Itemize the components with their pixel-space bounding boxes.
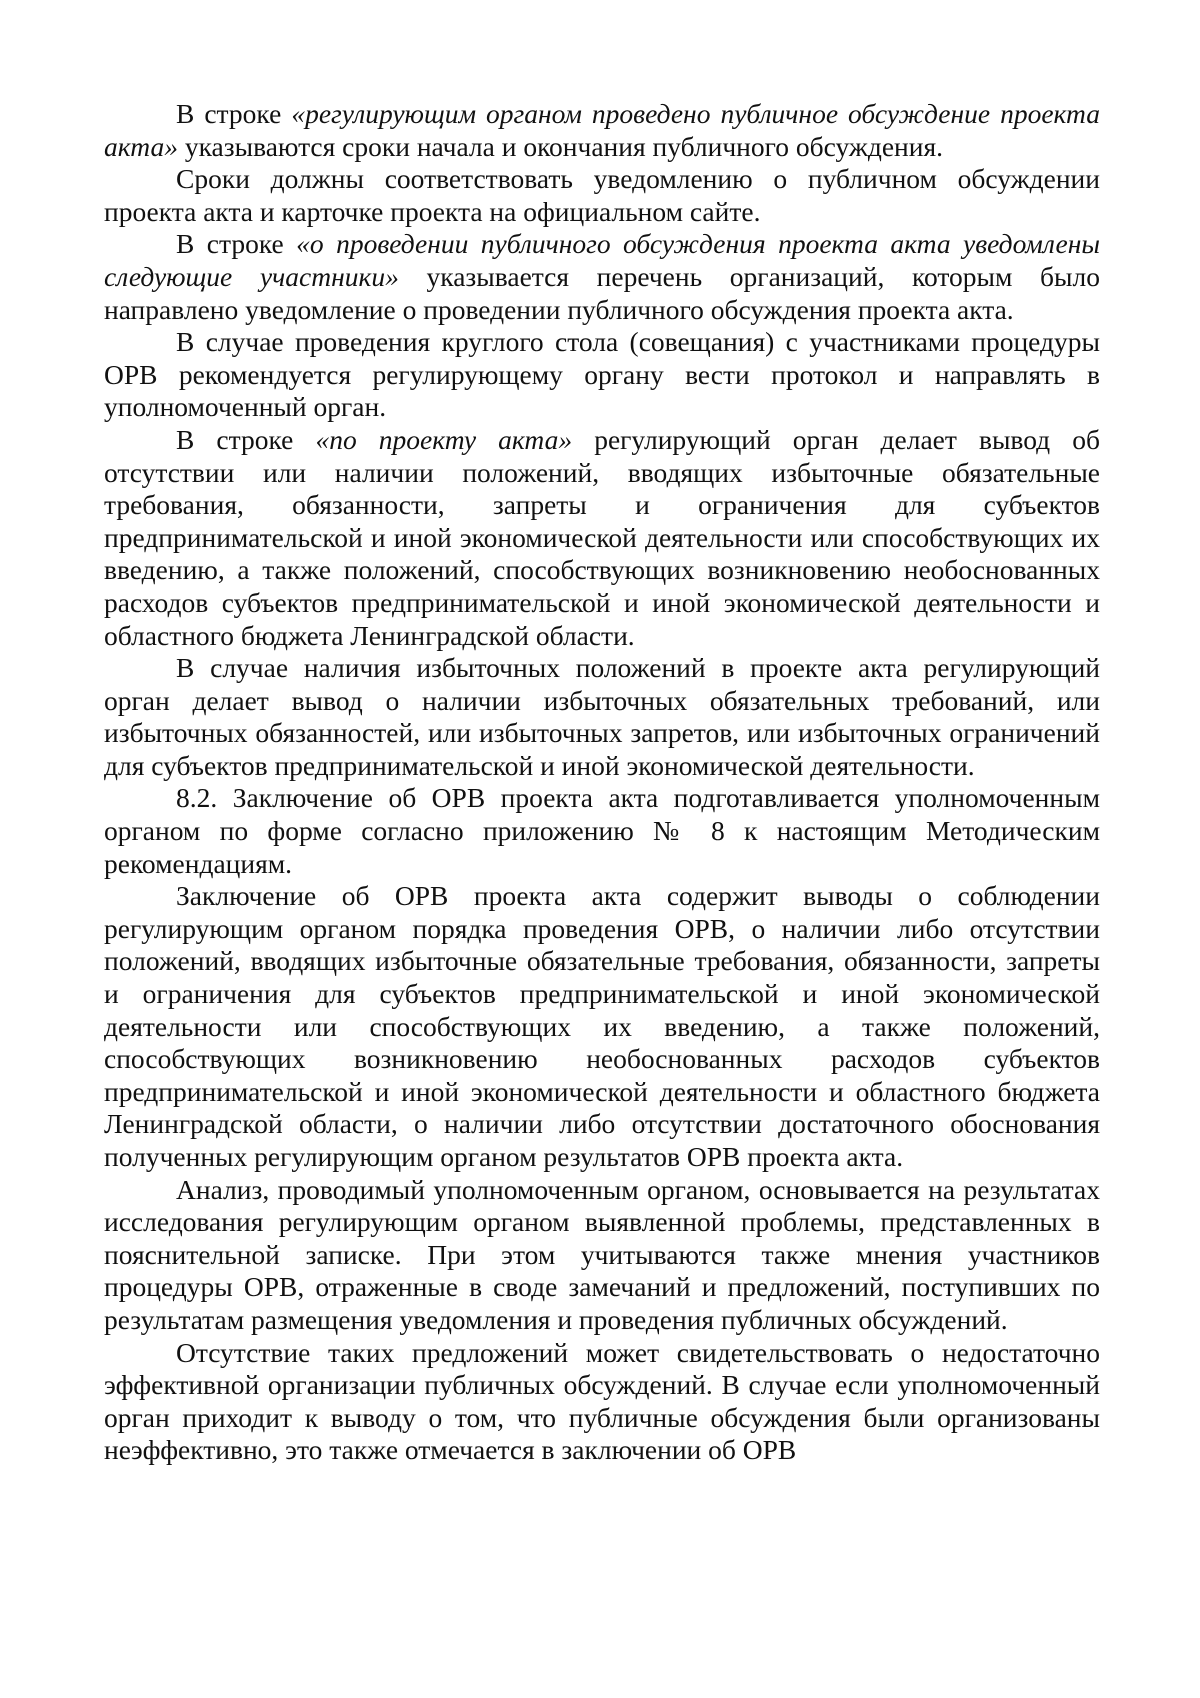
paragraph — [104, 424, 1100, 652]
paragraph-text: указывается перечень организаций, которым было направлено уведомление о проведении публичного обсуждения проекта акта. — [104, 260, 1100, 325]
paragraph — [104, 652, 1100, 782]
paragraph-text: Анализ, проводимый уполномоченным органом, основывается на результатах исследования регулирующим органом выявленной проблемы, представленных в пояснительной записке. При этом учитываются также мнения участников процедуры ОРВ, отраженные в своде замечаний и предложений, поступивших по результатам размещения уведомления и проведения публичных обсуждений. — [104, 1173, 1100, 1335]
paragraph-quote: «о проведении публичного обсуждения проекта акта уведомлены следующие участники» — [104, 228, 1100, 292]
paragraph-text: В случае наличия избыточных положений в проекте акта регулирующий орган делает вывод о наличии избыточных обязательных требований, или избыточных обязанностей, или избыточных запретов, или избыточных ограничений для субъектов предпринимательской и иной экономической деятельности. — [104, 652, 1100, 781]
paragraph-text: В случае проведения круглого стола (совещания) с участниками процедуры ОРВ рекомендуется регулирующему органу вести протокол и направлять в уполномоченный орган. — [104, 326, 1100, 423]
paragraph-text: Отсутствие таких предложений может свидетельствовать о недостаточно эффективной организации публичных обсуждений. В случае если уполномоченный орган приходит к выводу о том, что публичные обсуждения были организованы неэффективно, это также отмечается в заключении об ОРВ — [104, 1336, 1100, 1466]
paragraph-quote: «по проекту акта» — [315, 423, 573, 455]
paragraph-text: В строке — [176, 423, 316, 455]
paragraph — [104, 1337, 1100, 1467]
paragraph — [104, 163, 1100, 228]
paragraph-text: 8.2. Заключение об ОРВ проекта акта подготавливается уполномоченным органом по форме согласно приложению № 8 к настоящим Методическим рекомендациям. — [104, 782, 1100, 879]
paragraph — [104, 228, 1100, 326]
paragraph-text: указываются сроки начала и окончания публичного обсуждения. — [177, 130, 943, 162]
paragraph-text: В строке — [176, 98, 292, 129]
paragraph-text: регулирующий орган делает вывод об отсутствии или наличии положений, вводящих избыточные обязательные требования, обязанности, запреты и ограничения для субъектов предпринимательской и иной экономической деятельности или способствующих их введению, а также положений, способствующих возникновению необоснованных расходов субъектов предпринимательской и иной экономической деятельности и областного бюджета Ленинградской области. — [104, 423, 1100, 651]
paragraph-text: Заключение об ОРВ проекта акта содержит выводы о соблюдении регулирующим органом порядка проведения ОРВ, о наличии либо отсутствии положений, вводящих избыточные обязательные требования, обязанности, запреты и ограничения для субъектов предпринимательской и иной экономической деятельности или способствующих их введению, а также положений, способствующих возникновению необоснованных расходов субъектов предпринимательской и иной экономической деятельности и областного бюджета Ленинградской области, о наличии либо отсутствии достаточного обоснования полученных регулирующим органом результатов ОРВ проекта акта. — [104, 880, 1100, 1172]
paragraph-quote: «регулирующим органом проведено публичное обсуждение проекта акта» — [104, 98, 1100, 162]
document-page — [104, 98, 1100, 1467]
paragraph-text: В строке — [176, 228, 297, 260]
paragraph — [104, 326, 1100, 424]
paragraph — [104, 880, 1100, 1173]
paragraph — [104, 98, 1100, 163]
paragraph — [104, 1174, 1100, 1337]
paragraph-text: Сроки должны соответствовать уведомлению о публичном обсуждении проекта акта и карточке проекта на официальном сайте. — [104, 163, 1100, 227]
paragraph — [104, 782, 1100, 880]
